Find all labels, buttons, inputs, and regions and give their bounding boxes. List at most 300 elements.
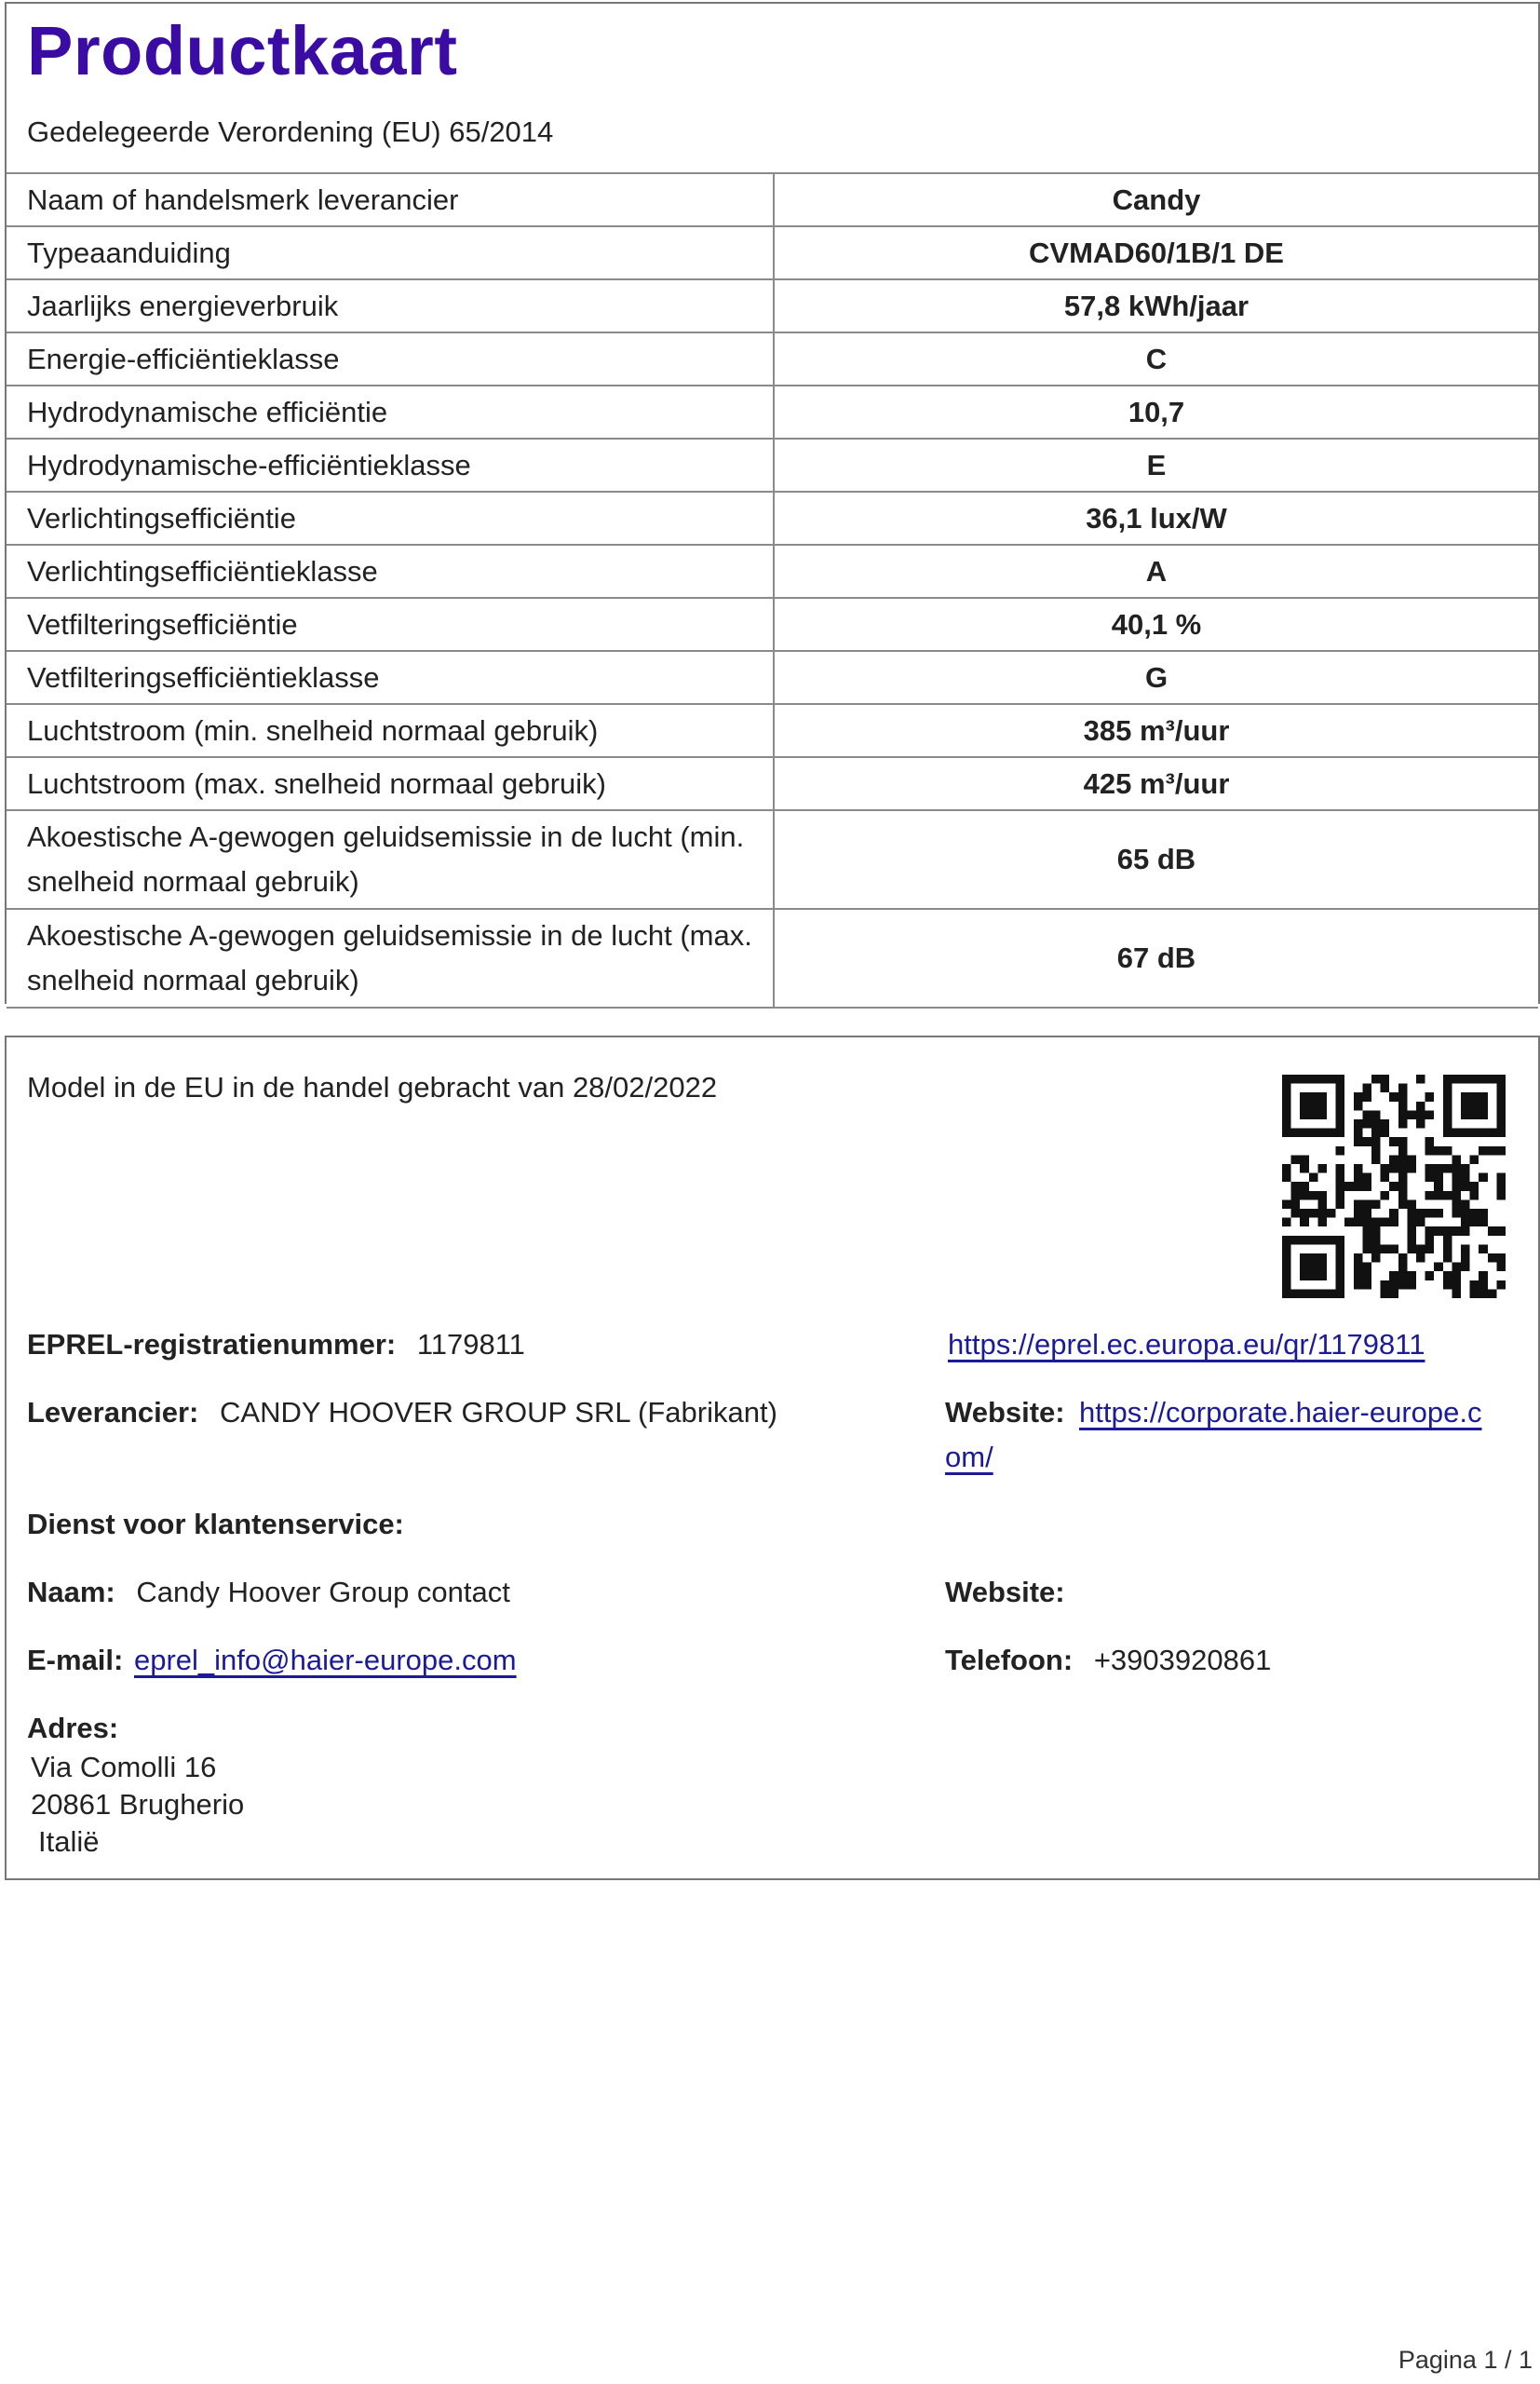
qr-module [1470, 1155, 1479, 1164]
qr-module [1443, 1075, 1452, 1084]
spec-label: Energie-efficiëntieklasse [7, 332, 774, 386]
qr-module [1470, 1218, 1479, 1227]
qr-module [1291, 1209, 1301, 1218]
qr-module [1434, 1226, 1443, 1236]
qr-module [1282, 1280, 1291, 1290]
qr-module [1398, 1084, 1408, 1093]
qr-module [1461, 1164, 1470, 1173]
qr-module [1496, 1182, 1506, 1191]
qr-module [1389, 1289, 1398, 1298]
qr-module [1470, 1182, 1479, 1191]
qr-module [1443, 1110, 1452, 1119]
qr-module [1282, 1164, 1291, 1173]
qr-module [1336, 1236, 1345, 1245]
market-date-text: Model in de EU in de handel gebracht van 28/02/2022 [27, 1071, 718, 1104]
qr-module [1443, 1191, 1452, 1200]
title-row [7, 4, 1538, 99]
spec-value: 10,7 [774, 386, 1538, 439]
qr-module [1309, 1209, 1318, 1218]
spec-value: G [774, 651, 1538, 704]
qr-module [1470, 1129, 1479, 1138]
qr-code-icon[interactable] [1282, 1075, 1506, 1298]
qr-module [1336, 1119, 1345, 1129]
qr-module [1354, 1164, 1363, 1173]
supplier-row [27, 1396, 777, 1429]
qr-module [1300, 1155, 1309, 1164]
spec-label: Verlichtingsefficiëntie [7, 492, 774, 545]
qr-module [1381, 1173, 1390, 1183]
website-label: Website: [945, 1396, 1065, 1429]
address-country: Italië [38, 1825, 100, 1858]
qr-module [1327, 1209, 1336, 1218]
qr-module [1398, 1199, 1408, 1209]
qr-module [1425, 1092, 1435, 1102]
qr-module [1354, 1137, 1363, 1146]
qr-module [1452, 1075, 1461, 1084]
qr-module [1282, 1236, 1291, 1245]
qr-module [1398, 1102, 1408, 1111]
qr-module [1317, 1236, 1327, 1245]
qr-module [1389, 1209, 1398, 1218]
qr-module [1443, 1146, 1452, 1156]
info-card [5, 1036, 1540, 1880]
qr-module [1354, 1199, 1363, 1209]
qr-module [1282, 1102, 1291, 1111]
qr-module [1362, 1173, 1371, 1183]
eprel-row [27, 1328, 525, 1361]
qr-module [1291, 1075, 1301, 1084]
qr-module [1398, 1253, 1408, 1263]
qr-module [1398, 1110, 1408, 1119]
qr-module [1425, 1209, 1435, 1218]
qr-module [1425, 1271, 1435, 1280]
qr-module [1479, 1129, 1488, 1138]
qr-module [1398, 1280, 1408, 1290]
qr-module [1300, 1209, 1309, 1218]
qr-module [1309, 1110, 1318, 1119]
qr-module [1282, 1129, 1291, 1138]
email-label: E-mail: [27, 1644, 124, 1676]
spec-value: 57,8 kWh/jaar [774, 279, 1538, 332]
qr-module [1336, 1182, 1345, 1191]
qr-module [1291, 1182, 1301, 1191]
qr-module [1461, 1244, 1470, 1253]
qr-module [1371, 1119, 1381, 1129]
qr-module [1470, 1102, 1479, 1111]
qr-module [1327, 1236, 1336, 1245]
qr-module [1362, 1244, 1371, 1253]
qr-module [1470, 1289, 1479, 1298]
qr-module [1354, 1271, 1363, 1280]
qr-module [1282, 1173, 1291, 1183]
qr-module [1470, 1191, 1479, 1200]
qr-module [1398, 1182, 1408, 1191]
table-row [7, 332, 1538, 386]
qr-module [1362, 1236, 1371, 1245]
spec-label [7, 909, 774, 1008]
qr-module [1362, 1199, 1371, 1209]
qr-module [1461, 1253, 1470, 1263]
qr-module [1425, 1146, 1435, 1156]
qr-module [1317, 1129, 1327, 1138]
qr-module [1416, 1102, 1425, 1111]
qr-module [1452, 1280, 1461, 1290]
qr-module [1317, 1271, 1327, 1280]
qr-module [1362, 1218, 1371, 1227]
qr-module [1488, 1075, 1497, 1084]
qr-module [1470, 1280, 1479, 1290]
address-label: Adres: [27, 1712, 119, 1744]
qr-module [1461, 1129, 1470, 1138]
qr-module [1434, 1173, 1443, 1183]
table-row [7, 386, 1538, 439]
qr-module [1496, 1102, 1506, 1111]
qr-module [1291, 1236, 1301, 1245]
qr-module [1309, 1191, 1318, 1200]
qr-module [1362, 1209, 1371, 1218]
qr-module [1300, 1271, 1309, 1280]
qr-module [1381, 1129, 1390, 1138]
qr-module [1452, 1173, 1461, 1183]
qr-module [1381, 1191, 1390, 1200]
table-row [7, 173, 1538, 226]
qr-module [1336, 1146, 1345, 1156]
qr-module [1452, 1164, 1461, 1173]
qr-module [1461, 1110, 1470, 1119]
spec-label-line: snelheid normaal gebruik) [27, 865, 359, 898]
qr-module [1461, 1199, 1470, 1209]
eprel-label: EPREL-registratienummer: [27, 1328, 397, 1361]
eprel-link[interactable]: https://eprel.ec.europa.eu/qr/1179811 [948, 1328, 1425, 1361]
website-link-line1[interactable]: https://corporate.haier-europe.c [1079, 1396, 1482, 1429]
qr-module [1371, 1218, 1381, 1227]
qr-module [1479, 1102, 1488, 1111]
spec-label: Verlichtingsefficiëntieklasse [7, 545, 774, 598]
qr-module [1381, 1119, 1390, 1129]
qr-module [1407, 1155, 1416, 1164]
qr-module [1443, 1253, 1452, 1263]
email-row [27, 1644, 123, 1677]
qr-module [1336, 1102, 1345, 1111]
spec-value: A [774, 545, 1538, 598]
qr-module [1496, 1280, 1506, 1290]
qr-module [1407, 1271, 1416, 1280]
qr-module [1452, 1289, 1461, 1298]
qr-module [1461, 1263, 1470, 1272]
contact-name: Candy Hoover Group contact [136, 1576, 510, 1608]
website-link-line2[interactable]: om/ [945, 1441, 993, 1473]
qr-module [1496, 1119, 1506, 1129]
qr-module [1425, 1164, 1435, 1173]
qr-module [1407, 1218, 1416, 1227]
qr-module [1362, 1119, 1371, 1129]
qr-module [1443, 1119, 1452, 1129]
spec-value: 40,1 % [774, 598, 1538, 651]
qr-module [1407, 1236, 1416, 1245]
qr-module [1327, 1129, 1336, 1138]
qr-module [1407, 1199, 1416, 1209]
qr-module [1443, 1102, 1452, 1111]
qr-module [1381, 1075, 1390, 1084]
qr-module [1354, 1102, 1363, 1111]
table-row [7, 651, 1538, 704]
qr-module [1327, 1289, 1336, 1298]
qr-module [1452, 1209, 1461, 1218]
qr-module [1496, 1173, 1506, 1183]
qr-module [1371, 1155, 1381, 1164]
qr-module [1317, 1263, 1327, 1272]
qr-module [1470, 1209, 1479, 1218]
qr-module [1371, 1244, 1381, 1253]
table-row [7, 226, 1538, 279]
qr-module [1362, 1092, 1371, 1102]
qr-module [1309, 1129, 1318, 1138]
qr-module [1291, 1289, 1301, 1298]
qr-module [1300, 1236, 1309, 1245]
qr-module [1354, 1263, 1363, 1272]
qr-module [1407, 1110, 1416, 1119]
qr-module [1389, 1280, 1398, 1290]
qr-module [1309, 1075, 1318, 1084]
qr-module [1381, 1280, 1390, 1290]
qr-module [1452, 1182, 1461, 1191]
qr-module [1317, 1253, 1327, 1263]
qr-module [1461, 1092, 1470, 1102]
qr-module [1291, 1191, 1301, 1200]
qr-module [1354, 1173, 1363, 1183]
qr-module [1362, 1110, 1371, 1119]
spec-label: Vetfilteringsefficiëntie [7, 598, 774, 651]
table-row [7, 279, 1538, 332]
qr-module [1443, 1092, 1452, 1102]
qr-module [1398, 1092, 1408, 1102]
email-link[interactable]: eprel_info@haier-europe.com [134, 1644, 517, 1676]
spec-value: 425 m³/uur [774, 757, 1538, 810]
qr-module [1282, 1119, 1291, 1129]
qr-module [1389, 1155, 1398, 1164]
qr-module [1336, 1129, 1345, 1138]
table-row [7, 757, 1538, 810]
qr-module [1452, 1129, 1461, 1138]
qr-module [1389, 1092, 1398, 1102]
spec-label: Naam of handelsmerk leverancier [7, 173, 774, 226]
qr-module [1336, 1164, 1345, 1173]
qr-module [1309, 1102, 1318, 1111]
qr-module [1300, 1129, 1309, 1138]
qr-module [1416, 1244, 1425, 1253]
qr-module [1452, 1199, 1461, 1209]
spec-label: Typeaanduiding [7, 226, 774, 279]
spec-value: 67 dB [774, 909, 1538, 1008]
qr-module [1354, 1129, 1363, 1138]
qr-module [1443, 1271, 1452, 1280]
table-row [7, 598, 1538, 651]
qr-module [1496, 1253, 1506, 1263]
qr-module [1416, 1209, 1425, 1218]
qr-module [1291, 1155, 1301, 1164]
qr-module [1452, 1263, 1461, 1272]
qr-module [1354, 1280, 1363, 1290]
qr-module [1479, 1280, 1488, 1290]
qr-module [1300, 1191, 1309, 1200]
regulation-text: Gedelegeerde Verordening (EU) 65/2014 [27, 115, 554, 148]
qr-module [1470, 1110, 1479, 1119]
qr-module [1309, 1236, 1318, 1245]
qr-module [1300, 1182, 1309, 1191]
qr-module [1362, 1182, 1371, 1191]
qr-module [1425, 1226, 1435, 1236]
address-street: Via Comolli 16 [31, 1751, 217, 1783]
qr-module [1389, 1218, 1398, 1227]
qr-module [1496, 1146, 1506, 1156]
qr-module [1371, 1146, 1381, 1156]
qr-module [1371, 1129, 1381, 1138]
qr-module [1479, 1244, 1488, 1253]
qr-module [1434, 1146, 1443, 1156]
qr-module [1282, 1199, 1291, 1209]
qr-module [1282, 1084, 1291, 1093]
qr-module [1461, 1226, 1470, 1236]
qr-module [1354, 1209, 1363, 1218]
table-row [7, 492, 1538, 545]
qr-module [1381, 1289, 1390, 1298]
qr-module [1461, 1075, 1470, 1084]
qr-module [1300, 1263, 1309, 1272]
qr-module [1336, 1289, 1345, 1298]
qr-module [1371, 1137, 1381, 1146]
qr-module [1300, 1110, 1309, 1119]
qr-module [1416, 1253, 1425, 1263]
spec-label: Luchtstroom (min. snelheid normaal gebruik) [7, 704, 774, 757]
qr-module [1336, 1263, 1345, 1272]
customer-service-heading: Dienst voor klantenservice: [27, 1508, 404, 1540]
qr-module [1282, 1253, 1291, 1263]
qr-module [1336, 1075, 1345, 1084]
qr-module [1317, 1191, 1327, 1200]
qr-module [1389, 1271, 1398, 1280]
qr-module [1300, 1289, 1309, 1298]
spec-label: Jaarlijks energieverbruik [7, 279, 774, 332]
qr-module [1309, 1092, 1318, 1102]
qr-module [1282, 1263, 1291, 1272]
qr-module [1488, 1226, 1497, 1236]
qr-module [1300, 1218, 1309, 1227]
qr-module [1496, 1226, 1506, 1236]
contact-name-row [27, 1576, 510, 1609]
qr-module [1309, 1263, 1318, 1272]
qr-module [1327, 1075, 1336, 1084]
supplier-name: CANDY HOOVER GROUP SRL (Fabrikant) [220, 1396, 777, 1429]
regulation-row [7, 99, 1538, 173]
spec-value: 65 dB [774, 810, 1538, 909]
spec-table [7, 172, 1538, 1009]
website-row [945, 1396, 1065, 1429]
qr-module [1282, 1075, 1291, 1084]
qr-module [1434, 1182, 1443, 1191]
qr-module [1496, 1084, 1506, 1093]
qr-module [1362, 1084, 1371, 1093]
qr-module [1371, 1075, 1381, 1084]
qr-module [1452, 1155, 1461, 1164]
qr-module [1488, 1289, 1497, 1298]
qr-module [1452, 1226, 1461, 1236]
qr-module [1443, 1280, 1452, 1290]
qr-module [1300, 1075, 1309, 1084]
qr-module [1479, 1209, 1488, 1218]
qr-module [1479, 1218, 1488, 1227]
qr-module [1398, 1146, 1408, 1156]
qr-module [1407, 1226, 1416, 1236]
qr-module [1398, 1119, 1408, 1129]
qr-module [1398, 1164, 1408, 1173]
qr-module [1479, 1289, 1488, 1298]
eprel-number: 1179811 [416, 1328, 525, 1361]
qr-module [1407, 1280, 1416, 1290]
qr-module [1488, 1253, 1497, 1263]
qr-module [1479, 1075, 1488, 1084]
qr-module [1381, 1244, 1390, 1253]
qr-module [1398, 1155, 1408, 1164]
qr-module [1336, 1110, 1345, 1119]
qr-module [1362, 1263, 1371, 1272]
qr-module [1470, 1075, 1479, 1084]
qr-module [1398, 1173, 1408, 1183]
qr-module [1398, 1271, 1408, 1280]
qr-module [1461, 1209, 1470, 1218]
qr-module [1362, 1271, 1371, 1280]
qr-module [1425, 1173, 1435, 1183]
phone-number: +3903920861 [1093, 1644, 1272, 1676]
qr-module [1309, 1173, 1318, 1183]
qr-module [1434, 1164, 1443, 1173]
qr-module [1425, 1244, 1435, 1253]
qr-module [1362, 1137, 1371, 1146]
qr-module [1398, 1191, 1408, 1200]
qr-module [1443, 1084, 1452, 1093]
spec-label: Hydrodynamische efficiëntie [7, 386, 774, 439]
qr-module [1371, 1253, 1381, 1263]
product-sheet-card [5, 2, 1540, 1004]
qr-module [1282, 1244, 1291, 1253]
qr-module [1443, 1164, 1452, 1173]
spec-label-line: Akoestische A-gewogen geluidsemissie in de lucht (min. [27, 820, 745, 853]
qr-module [1317, 1199, 1327, 1209]
qr-module [1416, 1218, 1425, 1227]
qr-module [1282, 1271, 1291, 1280]
qr-module [1479, 1173, 1488, 1183]
qr-module [1461, 1182, 1470, 1191]
qr-module [1354, 1092, 1363, 1102]
qr-module [1470, 1092, 1479, 1102]
qr-module [1389, 1137, 1398, 1146]
qr-module [1336, 1244, 1345, 1253]
qr-module [1309, 1271, 1318, 1280]
qr-module [1425, 1110, 1435, 1119]
qr-module [1371, 1226, 1381, 1236]
qr-module [1362, 1226, 1371, 1236]
qr-module [1443, 1226, 1452, 1236]
spec-label: Luchtstroom (max. snelheid normaal gebruik) [7, 757, 774, 810]
qr-module [1317, 1218, 1327, 1227]
qr-module [1291, 1129, 1301, 1138]
spec-label-line: Akoestische A-gewogen geluidsemissie in de lucht (max. [27, 919, 752, 952]
qr-module [1381, 1218, 1390, 1227]
spec-value: C [774, 332, 1538, 386]
qr-module [1479, 1110, 1488, 1119]
qr-module [1443, 1236, 1452, 1245]
qr-module [1496, 1263, 1506, 1272]
qr-module [1371, 1199, 1381, 1209]
